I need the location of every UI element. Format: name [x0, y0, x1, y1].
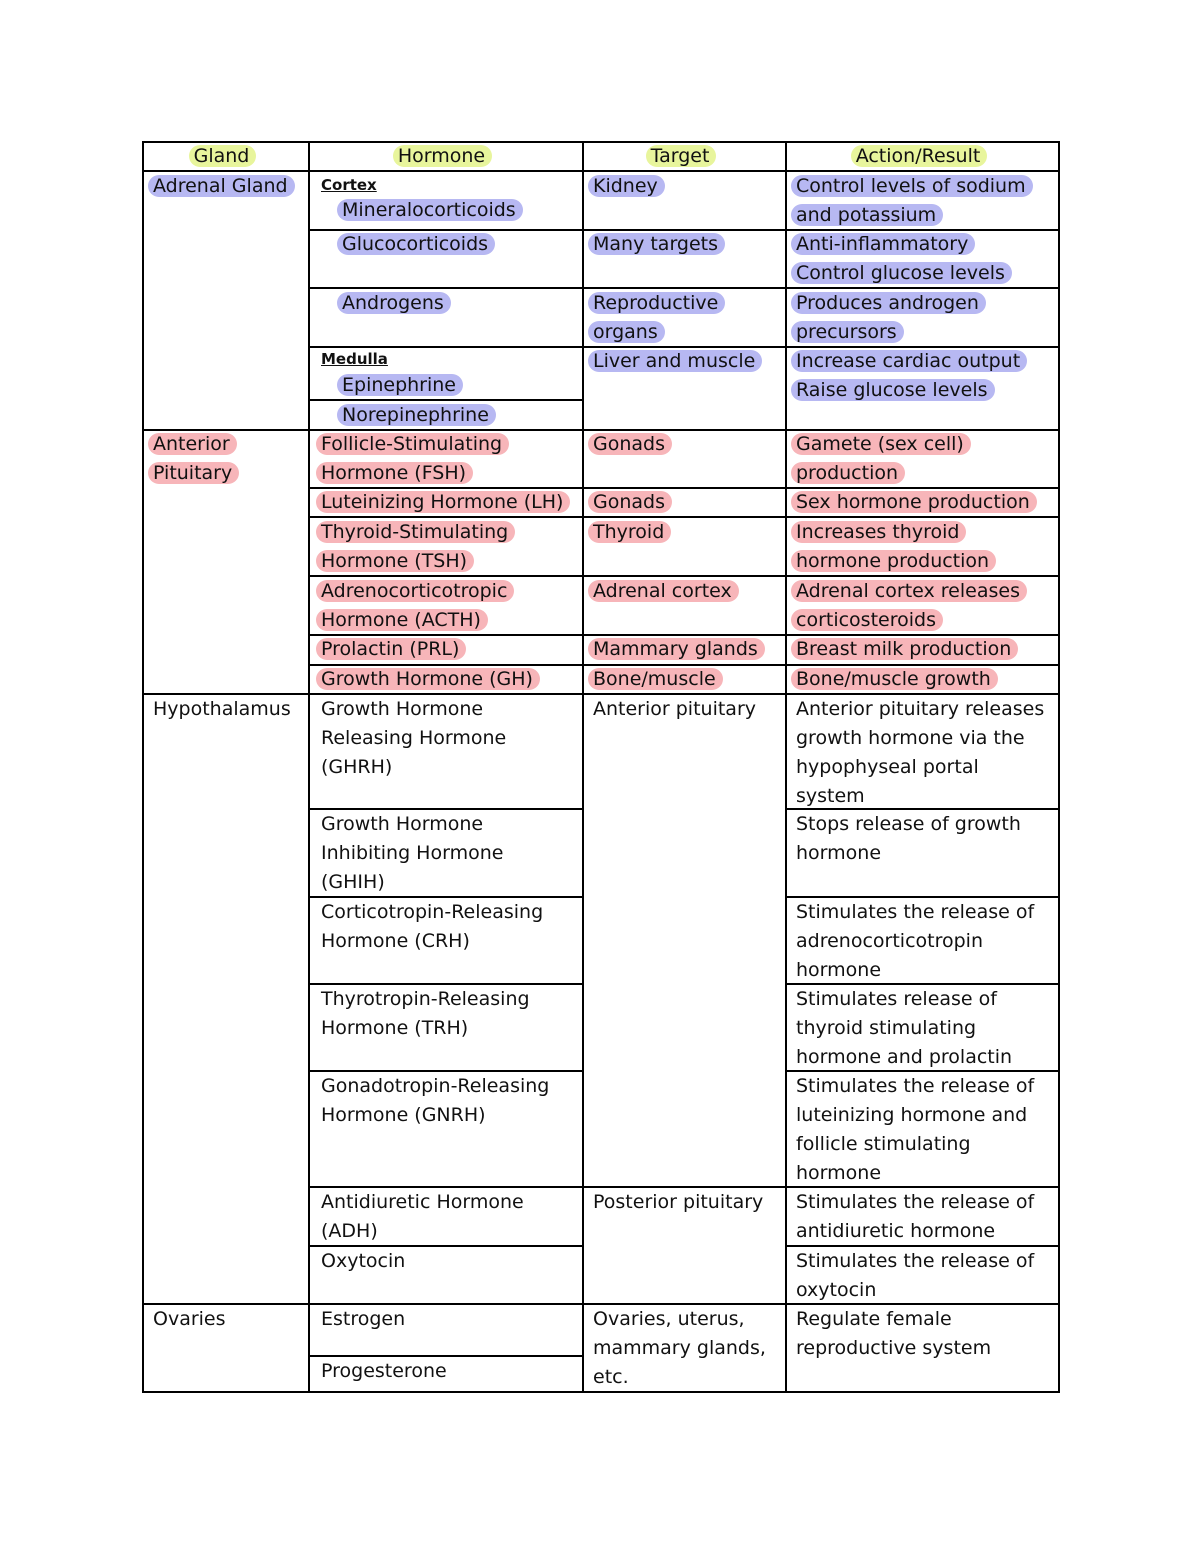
hormone-lh: Luteinizing Hormone (LH) [321, 488, 570, 517]
action-lh: Sex hormone production [796, 488, 1037, 517]
gland-adrenal: Adrenal Gland [153, 172, 295, 201]
target-liver-muscle: Liver and muscle [593, 347, 762, 376]
action-oxytocin: Stimulates the release of oxytocin [796, 1250, 1035, 1301]
header-gland: Gland [142, 142, 308, 171]
hormone-androgens: Androgens [342, 289, 451, 318]
action-gh: Bone/muscle growth [796, 665, 998, 694]
hormone-gnrh: Gonadotropin-Releasing Hormone (GNRH) [321, 1075, 550, 1126]
hormone-mineralocorticoids: Mineralocorticoids [342, 196, 523, 225]
hormone-fsh: Follicle-Stimulating Hormone (FSH) [321, 430, 509, 488]
hormone-ghrh: Growth Hormone Releasing Hormone (GHRH) [321, 698, 507, 778]
hormone-acth: Adrenocorticotropic Hormone (ACTH) [321, 577, 514, 635]
action-ghih: Stops release of growth hormone [796, 813, 1021, 864]
medulla-label: Medulla [321, 350, 388, 368]
target-many-targets: Many targets [593, 230, 725, 259]
action-trh: Stimulates release of thyroid stimulating hormone and prolactin [796, 988, 1013, 1068]
hormone-epinephrine: Epinephrine [342, 371, 463, 400]
hormone-tsh: Thyroid-Stimulating Hormone (TSH) [321, 518, 515, 576]
hormone-glucocorticoids: Glucocorticoids [342, 230, 495, 259]
action-gnrh: Stimulates the release of luteinizing hormone and follicle stimulating hormone [796, 1075, 1035, 1184]
column-divider [785, 141, 787, 1393]
target-reproductive-organs: Reproductive organs [593, 289, 725, 347]
target-fsh: Gonads [593, 430, 672, 459]
action-fsh: Gamete (sex cell) production [796, 430, 971, 488]
column-divider [308, 141, 310, 1393]
header-target: Target [582, 142, 785, 171]
target-lh: Gonads [593, 488, 672, 517]
hormone-estrogen: Estrogen [321, 1308, 406, 1330]
header-hormone: Hormone [308, 142, 582, 171]
table-border-left [142, 141, 144, 1393]
action-adh: Stimulates the release of antidiuretic hormone [796, 1191, 1035, 1242]
hormone-gh: Growth Hormone (GH) [321, 665, 540, 694]
column-divider [582, 141, 584, 1393]
hormone-prl: Prolactin (PRL) [321, 635, 466, 664]
hormone-oxytocin: Oxytocin [321, 1250, 406, 1272]
hormone-progesterone: Progesterone [321, 1360, 447, 1382]
hormone-trh: Thyrotropin-Releasing Hormone (TRH) [321, 988, 530, 1039]
table-border-right [1058, 141, 1060, 1393]
gland-anterior-pituitary: Anterior Pituitary [153, 430, 239, 488]
gland-ovaries: Ovaries [153, 1308, 226, 1330]
endocrine-table [142, 141, 1060, 1393]
header-action: Action/Result [785, 142, 1058, 171]
target-anterior-pituitary: Anterior pituitary [593, 698, 757, 720]
action-ghrh: Anterior pituitary releases growth hormone via the hypophyseal portal system [796, 698, 1045, 807]
hormone-adh: Antidiuretic Hormone (ADH) [321, 1191, 524, 1242]
target-gh: Bone/muscle [593, 665, 723, 694]
target-acth: Adrenal cortex [593, 577, 739, 606]
action-prl: Breast milk production [796, 635, 1018, 664]
action-mineralocorticoids: Control levels of sodium and potassium [796, 172, 1033, 230]
action-tsh: Increases thyroid hormone production [796, 518, 996, 576]
hormone-ghih: Growth Hormone Inhibiting Hormone (GHIH) [321, 813, 504, 893]
action-ovaries: Regulate female reproductive system [796, 1308, 992, 1359]
target-prl: Mammary glands [593, 635, 765, 664]
target-kidney: Kidney [593, 172, 665, 201]
action-acth: Adrenal cortex releases corticosteroids [796, 577, 1027, 635]
target-ovaries: Ovaries, uterus, mammary glands, etc. [593, 1308, 766, 1388]
action-glucocorticoids: Anti-inflammatory Control glucose levels [796, 230, 1012, 288]
target-tsh: Thyroid [593, 518, 671, 547]
hormone-norepinephrine: Norepinephrine [342, 401, 496, 430]
gland-hypothalamus: Hypothalamus [153, 698, 291, 720]
action-medulla: Increase cardiac output Raise glucose levels [796, 347, 1027, 405]
cortex-label: Cortex [321, 176, 377, 194]
action-crh: Stimulates the release of adrenocorticotropin hormone [796, 901, 1035, 981]
action-androgens: Produces androgen precursors [796, 289, 986, 347]
target-posterior-pituitary: Posterior pituitary [593, 1191, 764, 1213]
hormone-crh: Corticotropin-Releasing Hormone (CRH) [321, 901, 544, 952]
